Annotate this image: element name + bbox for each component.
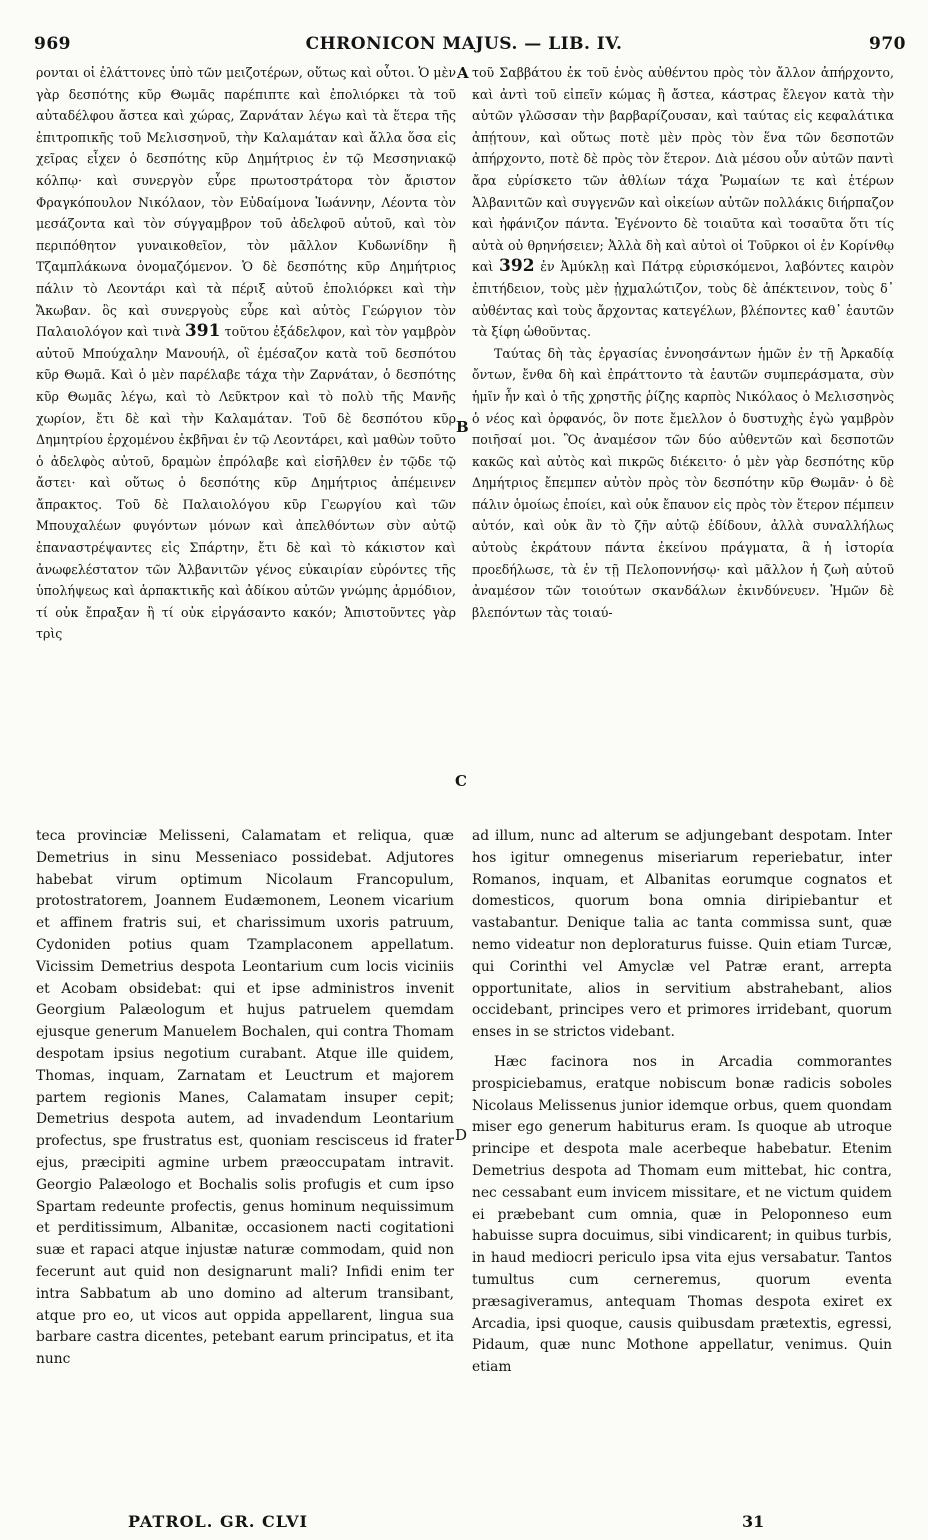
margin-letter-c: C [455,772,467,790]
page-number-left: 969 [34,34,71,54]
running-header [0,34,928,62]
latin-column-right [472,826,892,1379]
greek-column-right [472,62,894,623]
latin-right-paragraph-2: Hæc facinora nos in Arcadia commorantes prospiciebamus, eratque nobiscum bonæ radicis soboles Nicolaus Melissenus junior idemque orbus, quem quondam miser ego generum habiturus eram. Is quoque ab utroque principe et despota male acerbeque habebatur. Etenim Demetrius despota ad Thomam eum mittebat, hic contra, nec cessabant eum invicem missitare, et ne victum quidem ei præbebant cum omnia, quæ in Peloponneso eum habuisse supra docuimus, sibi vindicarent; in quibus turbis, in haud mediocri periculo ipsa vita ejus versabatur. Tantos tumultus cum cerneremus, quorum eventa præsagiveramus, antequam Thomas despota exiret ex Arcadia, ipsi quoque, causis quibusdam prætextis, egressi, Pidaum, quæ nunc Mothone appellatur, venimus. Quin etiam [472,1053,892,1376]
greek-column-left [36,62,456,645]
margin-letter-a: A [457,64,469,82]
greek-text-left-part1: ρονται οἱ ἐλάττονες ὑπὸ τῶν μειζοτέρων, οὕτως καὶ οὗτοι. Ὁ μὲν γὰρ δεσπότης κῦρ Θωμᾶς παρέπιπτε καὶ ἐπολιόρκει τὰ τοῦ αὐταδέλφου ἄστεα καὶ χώρας, Ζαρνάταν λέγω καὶ τὰ ἕτερα τῆς ἐπιτροπικῆς τοῦ Μελισσηνοῦ, τὴν Καλαμάταν καὶ ἄλλα ὅσα εἰς χεῖρας εἶχεν ὁ δεσπότης κῦρ Δημήτριος ἐν τῷ Μεσσηνιακῷ κόλπῳ· καὶ συνεργὸν εὗρε πρωτοστράτορα τὸν ἄριστον Φραγκόπουλον Νικόλαον, τὸν Εὐδαίμονα Ἰωάννην, Λέοντα τὸν μεσάζοντα καὶ τὸν σύγγαμβρον τοῦ ἀδελφοῦ αὐτοῦ, καὶ τὸν περιπόθητον γυναικοθεῖον, τὸν μᾶλλον Κυδωνίδην ἢ Τζαμπλάκωνα ὀνομαζόμενον. Ὁ δὲ δεσπότης κῦρ Δημήτριος πάλιν τὸ Λεοντάρι καὶ τὰ πέριξ αὐτοῦ ἐπολιόρκει καὶ τὴν Ἄκωβαν. ὃς καὶ συνεργοὺς εὗρε καὶ αὐτὸς Γεώργιον τὸν Παλαιολόγον καὶ τινὰ [36,65,456,340]
greek-text-right-part1: τοῦ Σαββάτου ἐκ τοῦ ἑνὸς αὐθέντου πρὸς τὸν ἄλλον ἀπήρχοντο, καὶ ἀντὶ τοῦ εἰπεῖν κώμας ἢ ἄστεα, κάστρας ἔλεγον κατὰ τὴν αὐτῶν γλῶσσαν τὴν βαρβαρίζουσαν, καὶ ταύτας εἰς κεφαλάτικα ἀπῄτουν, καὶ οὕτως ποτὲ μὲν πρὸς τὸν ἕνα τῶν δεσποτῶν ἀπήρχοντο, ποτὲ δὲ πρὸς τὸν ἕτερον. Διὰ μέσου οὖν αὐτῶν παντὶ ἄρα εὑρίσκετο τῶν ἀθλίων τάχα Ῥωμαίων τε καὶ ἑτέρων Ἀλβανιτῶν καὶ συγγενῶν καὶ οἰκείων αὐτῶν πολλάκις διήρπαζον καὶ ἠφάνιζον πάντα. Ἐγένοντο δὲ τοιαῦτα καὶ τοσαῦτα ὅτι τίς αὐτὰ οὐ θρηνήσειεν; Ἀλλὰ δὴ καὶ αὐτοὶ οἱ Τοῦρκοι οἱ ἐν Κορίνθῳ καὶ [472,65,894,275]
margin-letter-b: B [456,418,469,436]
footer-patrologia-signature: PATROL. GR. CLVI [128,1512,309,1531]
latin-column-left [36,826,454,1371]
footer-sheet-number: 31 [742,1512,765,1531]
page-number-right: 970 [869,34,906,54]
latin-left-paragraph: teca provinciæ Melisseni, Calamatam et reliqua, quæ Demetrius in sinu Messeniaco possidebat. Adjutores habebat virum optimum Nicolaum Francopulum, protostratorem, Joannem Eudæmonem, Leonem vicarium et affinem fratris sui, et charissimum uxoris patruum, Cydoniden potius quam Tzamplaconem appellatum. Vicissim Demetrius despota Leontarium cum locis viciniis et Acobam obsidebat: qui et ipse administros invenit Georgium Palæologum et hujus patruelem quemdam ejusque generum Manuelem Bochalen, qui contra Thomam despotam ipsius negotium curabant. Atque ille quidem, Thomas, inquam, Zarnatam et Leuctrum et majorem partem regionis Manes, Calamatam insuper cepit; Demetrius despota autem, ad invadendum Leontarium profectus, spe frustratus est, quoniam rescisceus id frater ejus, præcipiti agmine urbem præoccupatam intravit. Georgio Palæologo et Bochalis solis profugis et cum ipso Spartam redeunte profectis, genus hominum nequissimum et perditissimum, Albanitæ, occasionem nacti cogitationi suæ et rapaci atque injustæ naturæ commodam, quid non fecerunt aut quid non designarunt mali? Infidi enim ter intra Sabbatum ab uno domino ad alterum transibant, atque pro eo, ut vicos aut oppida appellarent, lingua sua barbare castra dicentes, petebant earum principatus, et ita nunc [36,828,454,1368]
greek-text-right-part2: ἐν Ἀμύκλῃ καὶ Πάτρᾳ εὑρισκόμενοι, λαβόντες καιρὸν ἐπιτήδειον, τοὺς μὲν ᾐχμαλώτιζον, τοὺς δὲ ἀπέκτεινον, τοὺς δ᾽ αὐθέντας καὶ τοὺς ἄρχοντας κατεγέλων, βλέποντες καθ᾽ ἑαυτῶν τὰ ξίφη ὠθοῦντας. [472,259,894,340]
greek-page-marker-392: 392 [499,256,535,277]
greek-right-paragraph-2: Ταύτας δὴ τὰς ἐργασίας ἐννοησάντων ἡμῶν ἐν τῇ Ἀρκαδίᾳ ὄντων, ἔνθα δὴ καὶ ἐπράττοντο τὰ ἑαυτῶν συμπεράσματα, σὺν ἡμῖν ἦν καὶ ὁ τῆς χρηστῆς ῥίζης καρπὸς Νικόλαος ὁ Μελισσηνὸς ὁ νέος καὶ ὀρφανός, ὃν ποτε ἔμελλον ὁ δυστυχὴς ἐγὼ γαμβρὸν ποιῆσαί μοι. Ὃς ἀναμέσον τῶν δύο αὐθεντῶν καὶ δεσποτῶν κακῶς καὶ αὐτὸς καὶ πικρῶς διέκειτο· ὁ μὲν γὰρ δεσπότης κῦρ Δημήτριος ἔπεμπεν αὐτὸν πρὸς τὸν δεσπότην κῦρ Θωμᾶν· ὁ δὲ πάλιν ὁμοίως ἐποίει, καὶ οὐκ ἔπαυον εἰς πρὸς τὸν ἕτερον πέμπειν αὐτόν, καὶ οὐκ ἂν τὸ ζῆν αὐτῷ ἐδίδουν, ἀλλὰ συναλλήλως αὐτοὺς ἐκράτουν πάντα ἐκείνου πράγματα, ἃ ἡ ἱστορία προεδήλωσε, τὰ ἐν τῇ Πελοποννήσῳ· καὶ μᾶλλον ἡ ζωὴ αὐτοῦ ἀναμέσον τῶν τοιούτων σκανδάλων ἐκινδύνευεν. Ἡμῶν δὲ βλεπόντων τὰς τοιαύ- [472,345,894,620]
running-title: CHRONICON MAJUS. — LIB. IV. [305,34,623,54]
latin-right-paragraph-1: ad illum, nunc ad alterum se adjungebant despotam. Inter hos igitur omnegenus miseriarum reperiebatur, inter Romanos, inquam, et Albanitas eorumque cognatos et domesticos, quorum bona omnia diripiebantur et vastabantur. Denique talia ac tanta commissa sunt, quæ nemo videatur non deploraturus fuisse. Quin etiam Turcæ, qui Corinthi vel Amyclæ vel Patræ erant, arrepta opportunitate, alios in servitium abstrahebant, alios occidebant, principes vero et primores irridebant, quorum enses in se strictos videbant. [472,828,892,1041]
margin-letter-d: D [455,1126,468,1144]
greek-page-marker-391: 391 [184,321,221,342]
greek-text-left-part2: τοῦτου ἐξάδελφον, καὶ τὸν γαμβρὸν αὐτοῦ Μπούχαλην Μανουήλ, οἳ ἐμέσαζον κατὰ τοῦ δεσπότου κῦρ Θωμᾶ. Καὶ ὁ μὲν παρέλαβε τάχα τὴν Ζαρνάταν, ὁ δεσπότης κῦρ Θωμᾶς λέγω, καὶ τὸ Λεῦκτρον καὶ τὸ πολὺ τῆς Μανῆς χωρίον, ἔτι δὲ καὶ τὴν Καλαμάταν. Τοῦ δὲ δεσπότου κῦρ Δημητρίου ἐρχομένου ἐκβῆναι ἐν τῷ Λεοντάρει, καὶ μαθὼν τοῦτο ὁ ἀδελφὸς αὐτοῦ, δραμὼν ἐπρόλαβε καὶ εἰσῆλθεν ἐν τῷδε τῷ ἄστει· καὶ οὕτως ὁ δεσπότης κῦρ Δημήτριος ἀπέμεινεν ἄπρακτος. Τοῦ δὲ Παλαιολόγου κῦρ Γεωργίου καὶ τῶν Μπουχαλέων φυγόντων μόνων καὶ ἀπελθόντων σὺν αὐτῷ ἐπαναστρέψαντες εἰς Σπάρτην, ἔτι δὲ καὶ τὸ κάκιστον καὶ ἀνωφελέστατον τῶν Ἀλβανιτῶν γένος εὐκαιρίαν εὑρόντες τῆς ὑπολήψεως καὶ ἁρπακτικῆς καὶ ἀδίκου αὐτῶν γνώμης ἁρμόδιον, τί οὐκ ἔπραξαν ἢ τί οὐκ εἰργάσαντο κακόν; Ἀπιστοῦντες γὰρ τρὶς [36,324,456,642]
